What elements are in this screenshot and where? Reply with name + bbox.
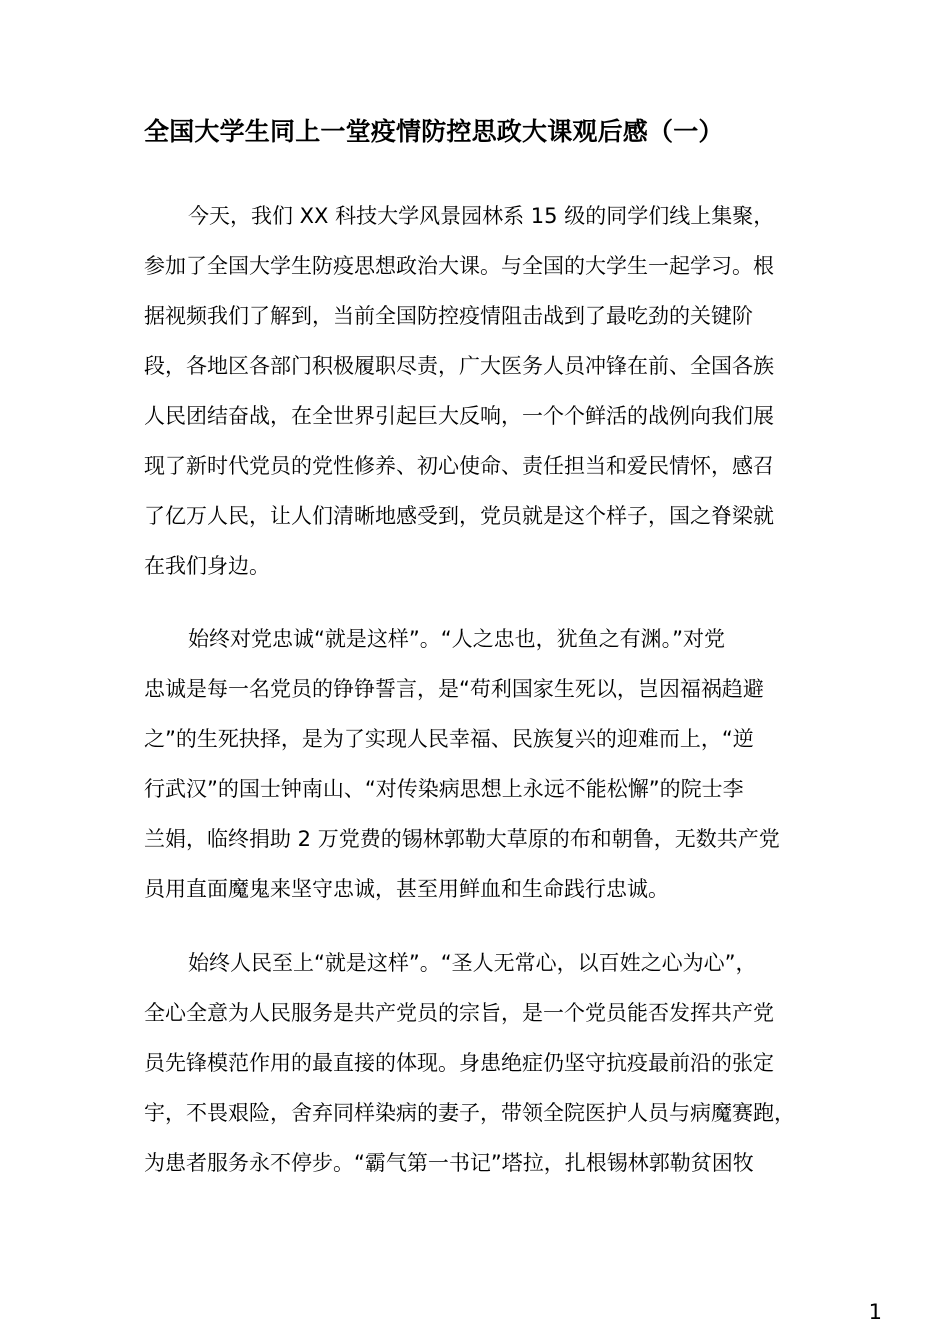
paragraph-line: 人民团结奋战，在全世界引起巨大反响，一个个鲜活的战例向我们展 — [144, 404, 774, 428]
paragraph-line: 忠诚是每一名党员的铮铮誓言，是“苟利国家生死以，岂因福祸趋避 — [144, 677, 764, 701]
paragraph-line: 始终人民至上“就是这样”。“圣人无常心，以百姓之心为心”， — [188, 951, 757, 975]
paragraph-line: 在我们身边。 — [144, 554, 270, 578]
paragraph-1 — [144, 191, 812, 591]
paragraph-line: 为患者服务永不停步。“霸气第一书记”塔拉，扎根锡林郭勒贫困牧 — [144, 1151, 754, 1175]
paragraph-line: 了亿万人民，让人们清晰地感受到，党员就是这个样子，国之脊梁就 — [144, 504, 774, 528]
paragraph-line: 之”的生死抉择，是为了实现人民幸福、民族复兴的迎难而上，“逆 — [144, 727, 754, 751]
paragraph-2 — [144, 614, 812, 914]
paragraph-line: 现了新时代党员的党性修养、初心使命、责任担当和爱民情怀，感召 — [144, 454, 774, 478]
paragraph-line: 段，各地区各部门积极履职尽责，广大医务人员冲锋在前、全国各族 — [144, 354, 774, 378]
paragraph-line: 宇，不畏艰险，舍弃同样染病的妻子，带领全院医护人员与病魔赛跑， — [144, 1101, 795, 1125]
paragraph-line: 全心全意为人民服务是共产党员的宗旨，是一个党员能否发挥共产党 — [144, 1001, 774, 1025]
paragraph-3 — [144, 938, 812, 1188]
paragraph-line: 据视频我们了解到，当前全国防控疫情阻击战到了最吃劲的关键阶 — [144, 304, 753, 328]
paragraph-line: 员先锋模范作用的最直接的体现。身患绝症仍坚守抗疫最前沿的张定 — [144, 1051, 774, 1075]
paragraph-line: 员用直面魔鬼来坚守忠诚，甚至用鲜血和生命践行忠诚。 — [144, 877, 669, 901]
paragraph-line: 参加了全国大学生防疫思想政治大课。与全国的大学生一起学习。根 — [144, 254, 774, 278]
page-number: 1 — [868, 1300, 882, 1324]
paragraph-line: 始终对党忠诚“就是这样”。“人之忠也，犹鱼之有渊。”对党 — [188, 627, 726, 651]
paragraph-line: 今天，我们 XX 科技大学风景园林系 15 级的同学们线上集聚， — [188, 204, 775, 228]
paragraph-line: 行武汉”的国士钟南山、“对传染病思想上永远不能松懈”的院士李 — [144, 777, 744, 801]
paragraph-line: 兰娟，临终捐助 2 万党费的锡林郭勒大草原的布和朝鲁，无数共产党 — [144, 827, 780, 851]
page-title: 全国大学生同上一堂疫情防控思政大课观后感（一） — [144, 117, 724, 146]
